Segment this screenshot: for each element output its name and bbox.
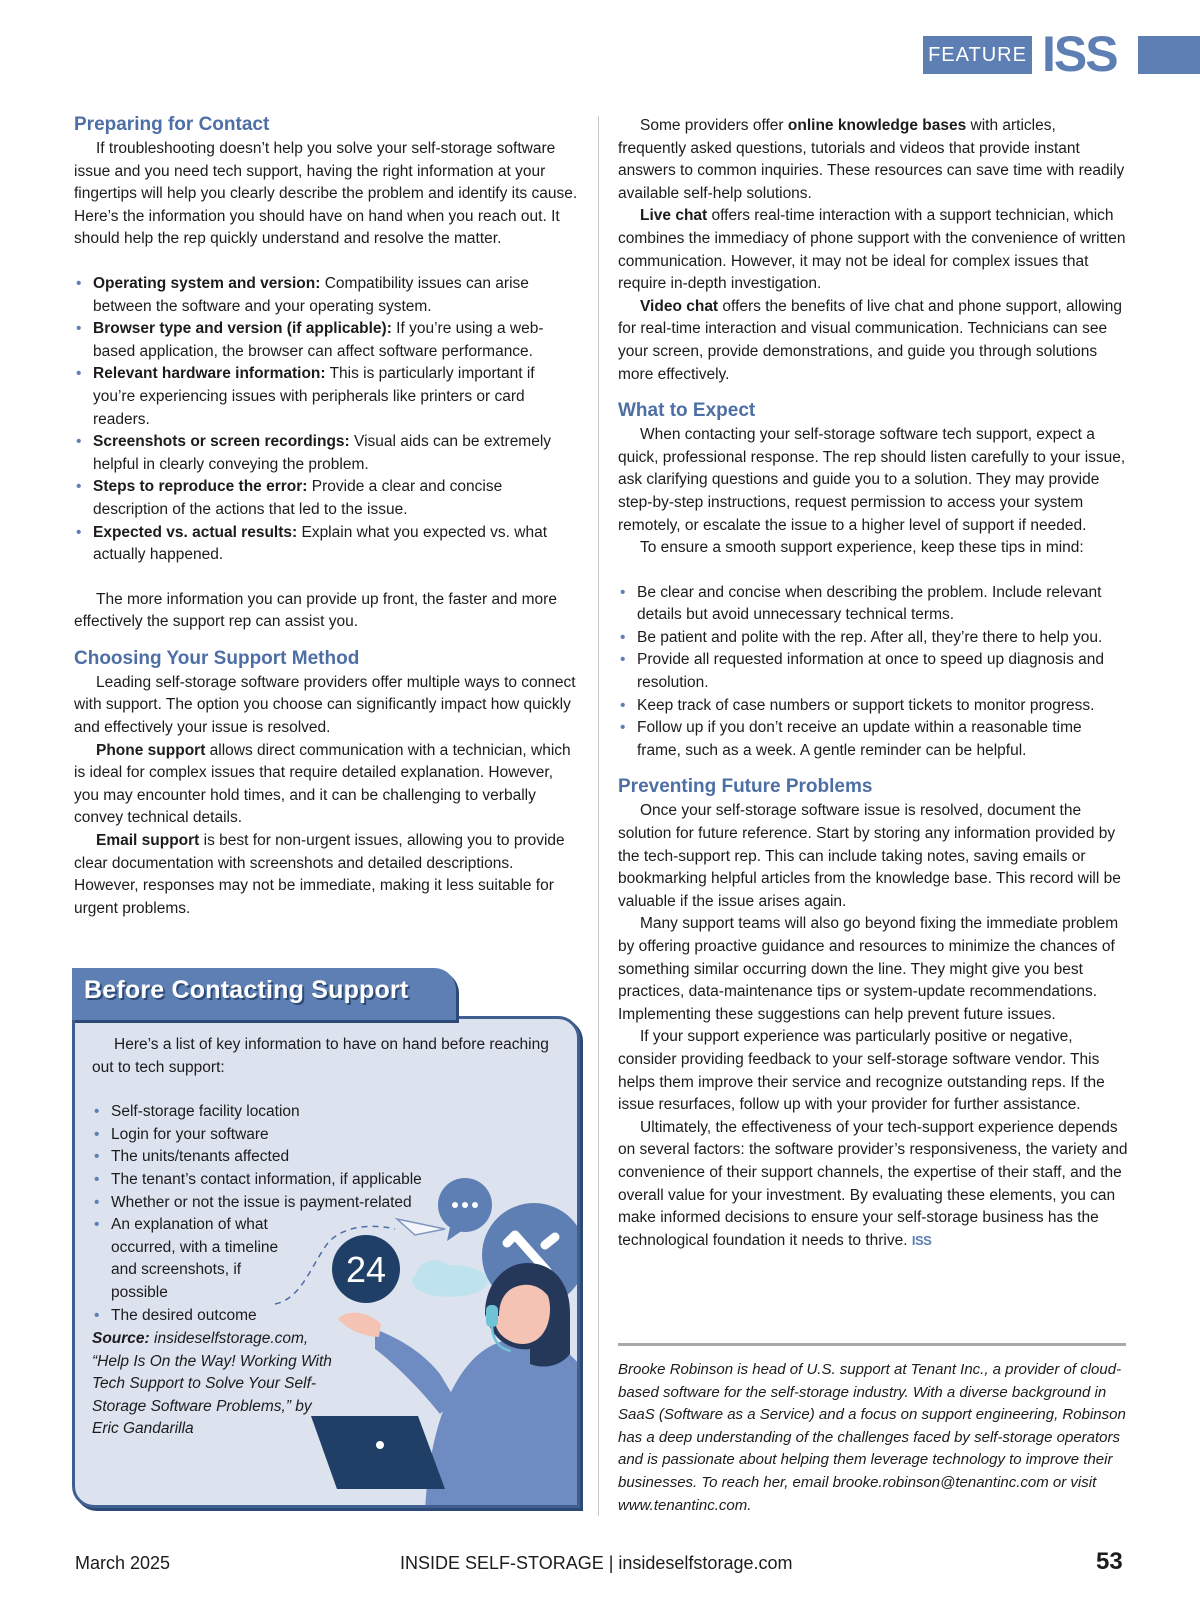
paragraph-phone: Phone support allows direct communication with a technician, which is ideal for complex issues that require detailed explanation. However, you may encounter hold times, and it can be challenging to verbally convey technical details. xyxy=(74,741,571,827)
page-number: 53 xyxy=(1096,1548,1123,1575)
list-item: • Whether or not the issue is payment-related xyxy=(92,1192,562,1215)
paragraph: Once your self-storage software issue is resolved, document the solution for future reference. Start by storing any information provided by the tech-support rep. This can include taking notes, saving emails or bookmarking helpful articles from the knowledge base. This record will be valuable if the issue arises again. xyxy=(618,802,1121,910)
badge-number: 24 xyxy=(345,1249,387,1290)
list-item: • Login for your software xyxy=(92,1124,562,1147)
iss-logo: ISS xyxy=(1042,26,1117,82)
list-item: • Operating system and version: Compatibility issues can arise between the software and your operating system. xyxy=(74,273,579,318)
list-item: • Be patient and polite with the rep. After all, they’re there to help you. xyxy=(618,627,1128,650)
paragraph-video-chat: Video chat offers the benefits of live chat and phone support, allowing for real-time interaction and visual communication. Technicians can see your screen, provide demonstrations, and guide you through solutions more effectively. xyxy=(618,297,1122,383)
paragraph-email: Email support is best for non-urgent issues, allowing you to provide clear documentation with screenshots and detailed descriptions. However, responses may not be immediate, making it less suitable for urgent problems. xyxy=(74,832,565,917)
list-item: • Relevant hardware information: This is particularly important if you’re experiencing issues with peripherals like printers or card readers. xyxy=(74,363,579,431)
header-accent-bar xyxy=(1138,36,1200,74)
right-column xyxy=(618,115,1128,1252)
paragraph: If troubleshooting doesn’t help you solve your self-storage software issue and you need tech support, having the right information at your fingertips will help you clearly describe the problem and identify its cause. Here’s the information you should have on hand when you reach out. It should help the rep quickly understand and resolve the matter. xyxy=(74,140,578,248)
tips-list xyxy=(618,582,1128,763)
bio-divider xyxy=(618,1343,1126,1346)
list-item: • Expected vs. actual results: Explain what you expected vs. what actually happened. xyxy=(74,522,579,567)
heading-what-to-expect: What to Expect xyxy=(618,400,756,422)
paragraph: Ultimately, the effectiveness of your tech-support experience depends on several factors: the software provider’s responsiveness, the variety and convenience of their support channels, the expertise of their staff, and the overall value for your investment. By evaluating these elements, you can make informed decisions to ensure your self-storage business has the technological foundation it needs to thrive. ISS xyxy=(618,1118,1128,1249)
list-item: • Self-storage facility location xyxy=(92,1101,562,1124)
end-mark-logo: ISS xyxy=(911,1232,932,1248)
heading-preventing-problems: Preventing Future Problems xyxy=(618,776,873,798)
list-item: • Provide all requested information at once to speed up diagnosis and resolution. xyxy=(618,649,1128,694)
list-item: • Follow up if you don’t receive an update within a reasonable time frame, such as a week. A gentle reminder can be helpful. xyxy=(618,717,1128,762)
paragraph: The more information you can provide up front, the faster and more effectively the support rep can assist you. xyxy=(74,590,557,631)
column-divider xyxy=(598,116,599,1516)
list-item: • The units/tenants affected xyxy=(92,1146,562,1169)
list-item: • Keep track of case numbers or support tickets to monitor progress. xyxy=(618,695,1128,718)
list-item: • Steps to reproduce the error: Provide a clear and concise description of the actions that led to the issue. xyxy=(74,476,579,521)
paragraph: Leading self-storage software providers offer multiple ways to connect with support. The option you choose can significantly impact how quickly and effectively your issue is resolved. xyxy=(74,673,576,737)
list-item: • The tenant’s contact information, if applicable xyxy=(92,1169,562,1192)
list-item: • The desired outcome xyxy=(92,1305,562,1328)
paragraph-live-chat: Live chat offers real-time interaction with a support technician, which combines the immediacy of phone support with the convenience of written communication. However, it may not be ideal for complex issues that require in-depth investigation. xyxy=(618,207,1126,293)
list-item: • Screenshots or screen recordings: Visual aids can be extremely helpful in clearly conveying the problem. xyxy=(74,431,579,476)
section-label: FEATURE xyxy=(923,36,1032,74)
paragraph: When contacting your self-storage software tech support, expect a quick, professional response. The rep should listen carefully to your issue, ask clarifying questions and guide you to a solution. They may provide step-by-step instructions, request permission to access your system remotely, or escalate the issue to a higher level of support if needed. xyxy=(618,426,1126,534)
paragraph: If your support experience was particularly positive or negative, consider providing feedback to your self-storage software vendor. This helps them improve their service and recognize outstanding reps. If the issue resurfaces, follow up with your provider for further assistance. xyxy=(618,1028,1105,1114)
author-bio: Brooke Robinson is head of U.S. support at Tenant Inc., a provider of cloud-based software for the self-storage industry. With a diverse background in SaaS (Software as a Service) and a focus on support engineering, Robinson has a deep understanding of the challenges faced by self-storage operators and is passionate about helping them leverage technology to improve their businesses. To reach her, email brooke.robinson@tenantinc.com or visit www.tenantinc.com. xyxy=(618,1361,1126,1514)
heading-preparing: Preparing for Contact xyxy=(74,114,270,135)
sidebar-title: Before Contacting Support xyxy=(84,976,409,1004)
sidebar-source: Source: insideselfstorage.com, “Help Is On the Way! Working With Tech Support to Solve Your Self-Storage Software Problems,” by Eric Gandarilla xyxy=(92,1330,332,1438)
footer-date: March 2025 xyxy=(75,1553,171,1573)
sidebar-list xyxy=(92,1101,562,1327)
sidebar-content xyxy=(92,1034,562,1327)
list-item: • Be clear and concise when describing the problem. Include relevant details but avoid unnecessary technical terms. xyxy=(618,582,1128,627)
list-item: • Browser type and version (if applicable): If you’re using a web-based application, the browser can affect software performance. xyxy=(74,318,579,363)
sidebar-intro: Here’s a list of key information to have on hand before reaching out to tech support: xyxy=(92,1036,549,1076)
left-column xyxy=(74,112,579,920)
info-list xyxy=(74,273,579,567)
paragraph-knowledge-base: Some providers offer online knowledge bases with articles, frequently asked questions, tutorials and videos that provide instant answers to common inquiries. These resources can save time with readily available self-help solutions. xyxy=(618,117,1125,202)
paragraph: To ensure a smooth support experience, keep these tips in mind: xyxy=(640,539,1084,557)
paragraph: Many support teams will also go beyond fixing the immediate problem by offering proactive guidance and resources to minimize the chances of something similar occurring down the line. They might give you best practices, data-maintenance tips or system-update recommendations. Implementing these suggestions can help prevent future issues. xyxy=(618,915,1119,1023)
footer-publication: INSIDE SELF-STORAGE | insideselfstorage.com xyxy=(400,1553,793,1573)
list-item: • An explanation of what occurred, with a timeline and screenshots, if possible xyxy=(92,1214,301,1304)
heading-support-method: Choosing Your Support Method xyxy=(74,647,360,669)
